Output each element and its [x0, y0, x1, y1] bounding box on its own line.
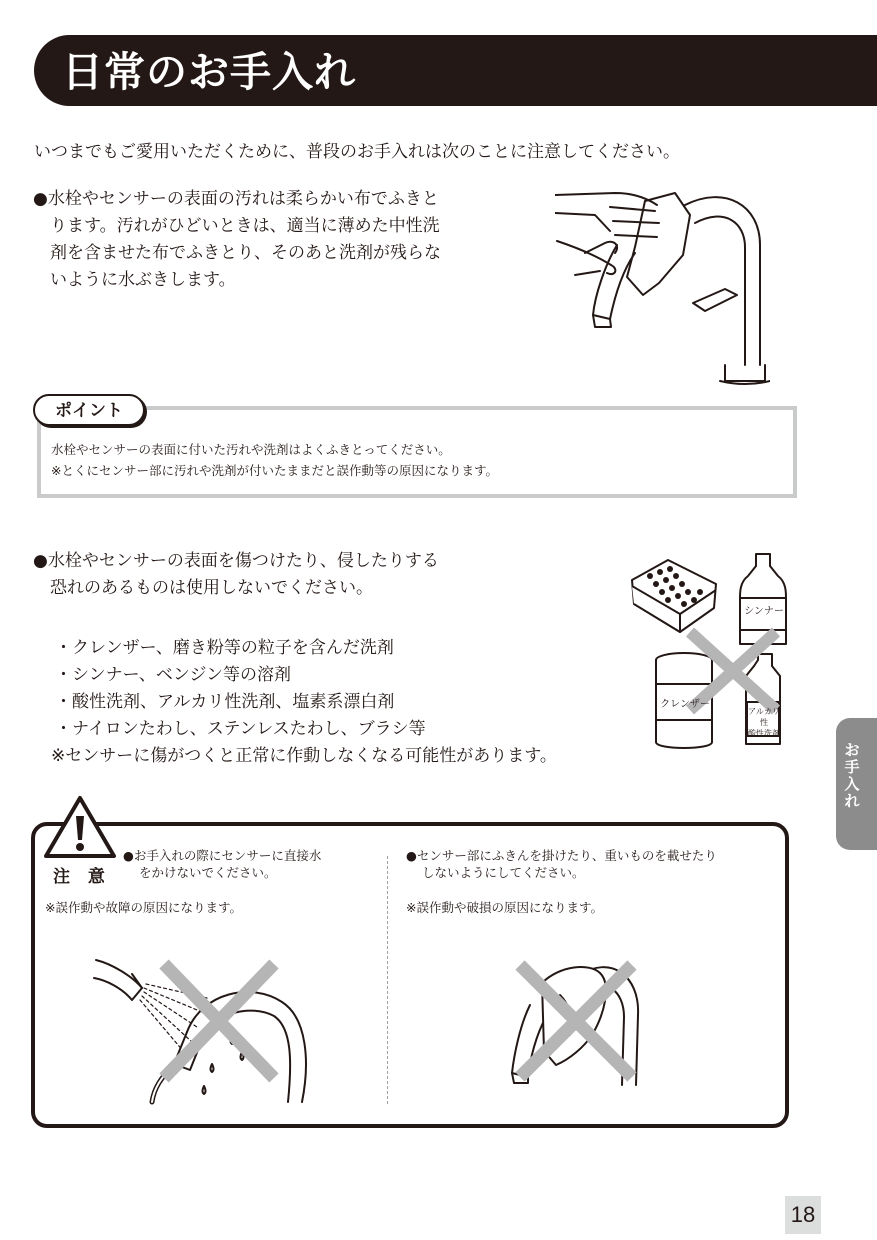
- section1-line: 剤を含ませた布でふきとり、そのあと洗剤が残らな: [50, 243, 441, 263]
- caution-left-line-1: ●お手入れの際にセンサーに直接水: [123, 848, 322, 863]
- section-tab-char: 入: [844, 775, 860, 793]
- section2-note: ※センサーに傷がつくと正常に作動しなくなる可能性があります。: [51, 746, 557, 766]
- caution-right-line-2: しないようにしてください。: [422, 865, 585, 880]
- intro-text: いつまでもご愛用いただくために、普段のお手入れは次のことに注意してください。: [34, 142, 680, 162]
- section-tab-char: お: [844, 741, 860, 759]
- wiping-faucet-illustration: [555, 185, 770, 390]
- prohibited-list: [51, 635, 557, 770]
- section1-text: [33, 186, 441, 294]
- point-label: ポイント: [33, 394, 145, 426]
- section-tab-char: れ: [844, 792, 860, 810]
- caution-left-note: ※誤作動や故障の原因になります。: [45, 900, 242, 915]
- caution-left-line-2: をかけないでください。: [139, 865, 277, 880]
- list-item: ・クレンザー、磨き粉等の粒子を含んだ洗剤: [55, 638, 394, 658]
- section2-line: ●水栓やセンサーの表面を傷つけたり、侵したりする: [33, 551, 439, 571]
- list-item: ・ナイロンたわし、ステンレスたわし、ブラシ等: [55, 719, 426, 739]
- list-item: ・シンナー、ベンジン等の溶剤: [55, 665, 292, 685]
- section2-line: 恐れのあるものは使用しないでください。: [50, 578, 373, 598]
- page-title: 日常のお手入れ: [62, 48, 356, 96]
- prohibited-cleaners-illustration: [628, 552, 793, 752]
- alkali-label: [746, 706, 782, 739]
- section-tab-char: 手: [844, 758, 860, 776]
- section1-line: いように水ぶきします。: [50, 270, 236, 290]
- section1-line: ●水栓やセンサーの表面の汚れは柔らかい布でふきと: [33, 189, 439, 209]
- list-item: ・酸性洗剤、アルカリ性洗剤、塩素系漂白剤: [55, 692, 395, 712]
- point-line-1: 水栓やセンサーの表面に付いた汚れや洗剤はよくふきとってください。: [51, 442, 451, 457]
- page-number: 18: [785, 1196, 821, 1234]
- point-line-2: ※とくにセンサー部に汚れや洗剤が付いたままだと誤作動等の原因になります。: [51, 463, 498, 478]
- caution-right-line-1: ●センサー部にふきんを掛けたり、重いものを載せたり: [406, 848, 717, 863]
- cloth-on-sensor-illustration: [500, 955, 650, 1090]
- section2-text: [33, 548, 439, 602]
- hose-spray-illustration: [92, 952, 322, 1112]
- thinner-label: シンナー: [744, 606, 784, 617]
- alkali-label-line: アルカリ性: [748, 707, 780, 727]
- caution-label: 注 意: [53, 862, 111, 887]
- warning-icon: [42, 794, 118, 860]
- section1-line: ります。汚れがひどいときは、適当に薄めた中性洗: [50, 216, 440, 236]
- caution-right-note: ※誤作動や破損の原因になります。: [406, 900, 603, 915]
- cleanser-label: クレンザー: [660, 699, 710, 710]
- section-tab-label: [842, 742, 862, 810]
- caution-divider: [387, 856, 388, 1104]
- alkali-label-line: 酸性洗剤: [748, 729, 780, 738]
